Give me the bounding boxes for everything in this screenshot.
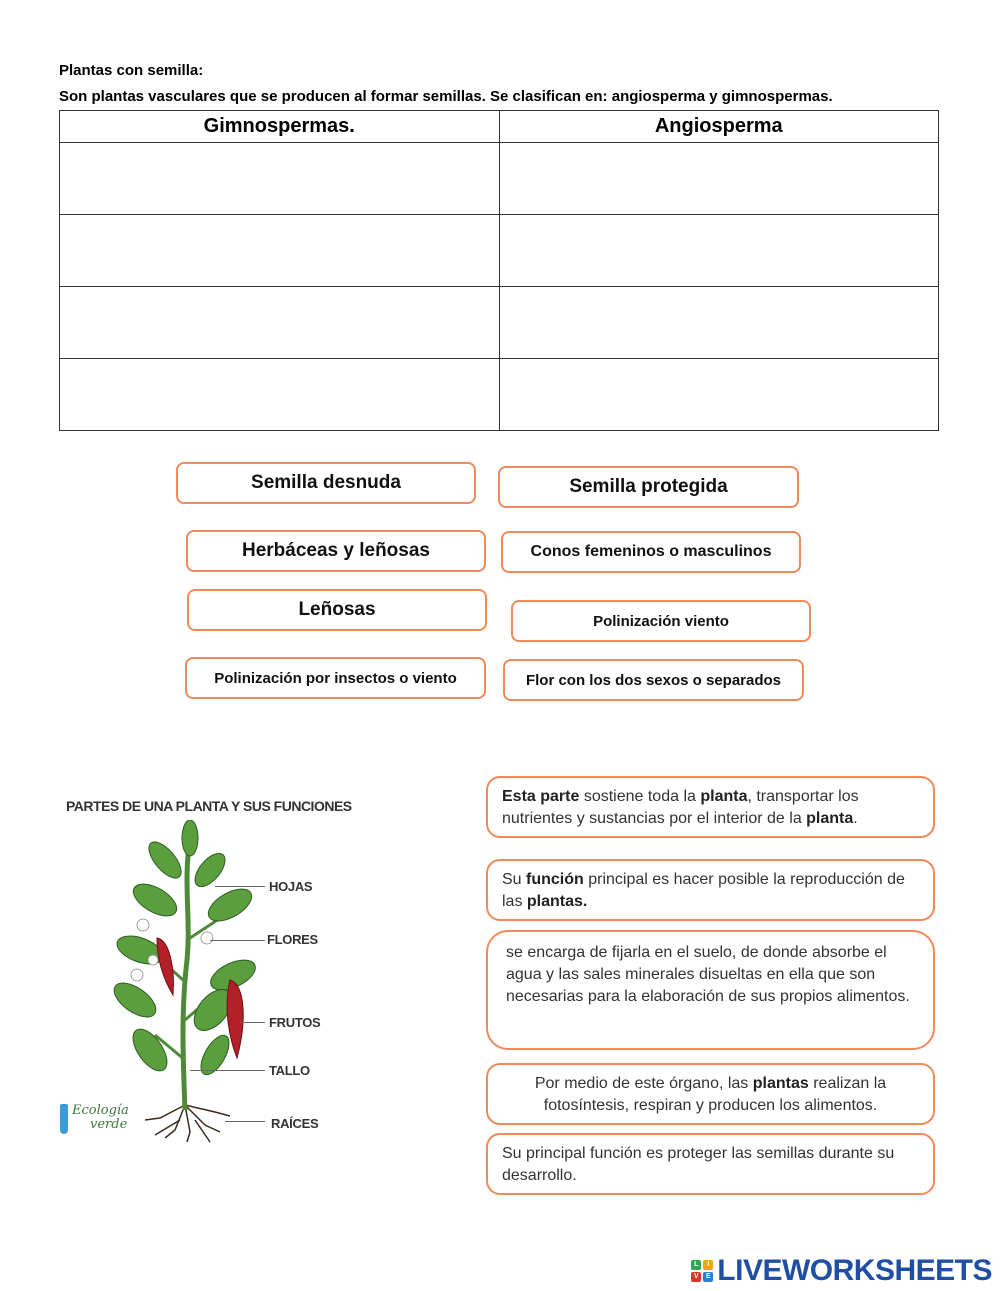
table-row [60,287,939,359]
card-text: Por medio de este órgano, las [534,1075,753,1092]
chip-lenosas[interactable]: Leñosas [187,589,487,631]
table-row [60,359,939,431]
card-text: planta [700,788,748,805]
card-flor-function[interactable] [486,859,935,921]
logo-letter: L [691,1260,701,1270]
watermark-logo [72,1104,129,1132]
card-text: principal es hacer posible la reproducción de las [502,871,905,910]
leader-line [215,886,265,887]
stem-drawing [183,840,190,1110]
logo-text: LIVEWORKSHEETS [717,1254,992,1287]
chip-semilla-desnuda[interactable]: Semilla desnuda [176,462,476,504]
card-raiz-function[interactable] [486,930,935,1050]
plant-label-tallo: TALLO [269,1063,310,1078]
logo-letter: I [703,1260,713,1270]
leader-line [210,940,265,941]
chip-herbaceas-lenosas[interactable]: Herbáceas y leñosas [186,530,486,572]
leader-line [190,1070,265,1071]
leader-line [225,1121,265,1122]
chip-semilla-protegida[interactable]: Semilla protegida [498,466,799,508]
card-text: plantas [752,1075,809,1092]
card-hoja-function[interactable] [486,1063,935,1125]
drop-cell[interactable] [60,143,500,215]
drop-cell[interactable] [60,287,500,359]
column-header-angiosperma: Angiosperma [499,111,939,143]
card-text: plantas. [526,893,588,910]
plant-label-frutos: FRUTOS [269,1015,321,1030]
card-text: Su [502,871,527,888]
section-description: Son plantas vasculares que se producen al formar semillas. Se clasifican en: angiosperma y gimnospermas. [59,88,833,105]
drop-cell[interactable] [60,215,500,287]
watermark-line1: Ecología [72,1103,129,1118]
plant-label-hojas: HOJAS [269,879,313,894]
card-tallo-function[interactable] [486,776,935,838]
leader-line [240,1022,265,1023]
logo-letter: V [691,1272,701,1282]
chip-conos[interactable]: Conos femeninos o masculinos [501,531,801,573]
card-text: Su principal función es proteger las semillas durante su desarrollo. [502,1145,895,1184]
card-text: . [853,810,858,827]
drop-cell[interactable] [499,359,939,431]
card-text: sostiene toda la [579,788,701,805]
plant-diagram-title: PARTES DE UNA PLANTA Y SUS FUNCIONES [66,798,352,814]
plant-illustration [95,820,285,1150]
card-fruto-function[interactable] [486,1133,935,1195]
card-text: se encarga de fijarla en el suelo, de donde absorbe el agua y las sales minerales disueltas en ella que son necesarias para la elaboración de sus propios alimentos. [506,944,910,1005]
roots-drawing [145,1105,230,1142]
plant-label-flores: FLORES [267,932,318,947]
chip-flor-sexos[interactable]: Flor con los dos sexos o separados [503,659,804,701]
card-text: función [526,871,584,888]
watermark-line2: verde [90,1117,128,1132]
table-row [60,215,939,287]
drop-cell[interactable] [60,359,500,431]
fruits-drawing [157,938,243,1058]
chip-polinizacion-insectos[interactable]: Polinización por insectos o viento [185,657,486,699]
card-text: Esta parte [502,788,580,805]
logo-letter: E [703,1272,713,1282]
chip-polinizacion-viento[interactable]: Polinización viento [511,600,811,642]
table-row [60,143,939,215]
drop-cell[interactable] [499,287,939,359]
card-text: realizan la fotosíntesis, respiran y producen los alimentos. [543,1075,887,1114]
card-text: , transportar los nutrientes y sustancias por el interior de la [502,788,859,827]
section-title: Plantas con semilla: [59,62,204,79]
drop-cell[interactable] [499,143,939,215]
logo-squares-icon [691,1260,713,1282]
classification-table [59,110,939,431]
card-text: planta [806,810,854,827]
drop-icon [60,1104,68,1134]
liveworksheets-logo [691,1254,992,1288]
column-header-gimnospermas: Gimnospermas. [60,111,500,143]
drop-cell[interactable] [499,215,939,287]
plant-label-raices: RAÍCES [271,1116,319,1131]
